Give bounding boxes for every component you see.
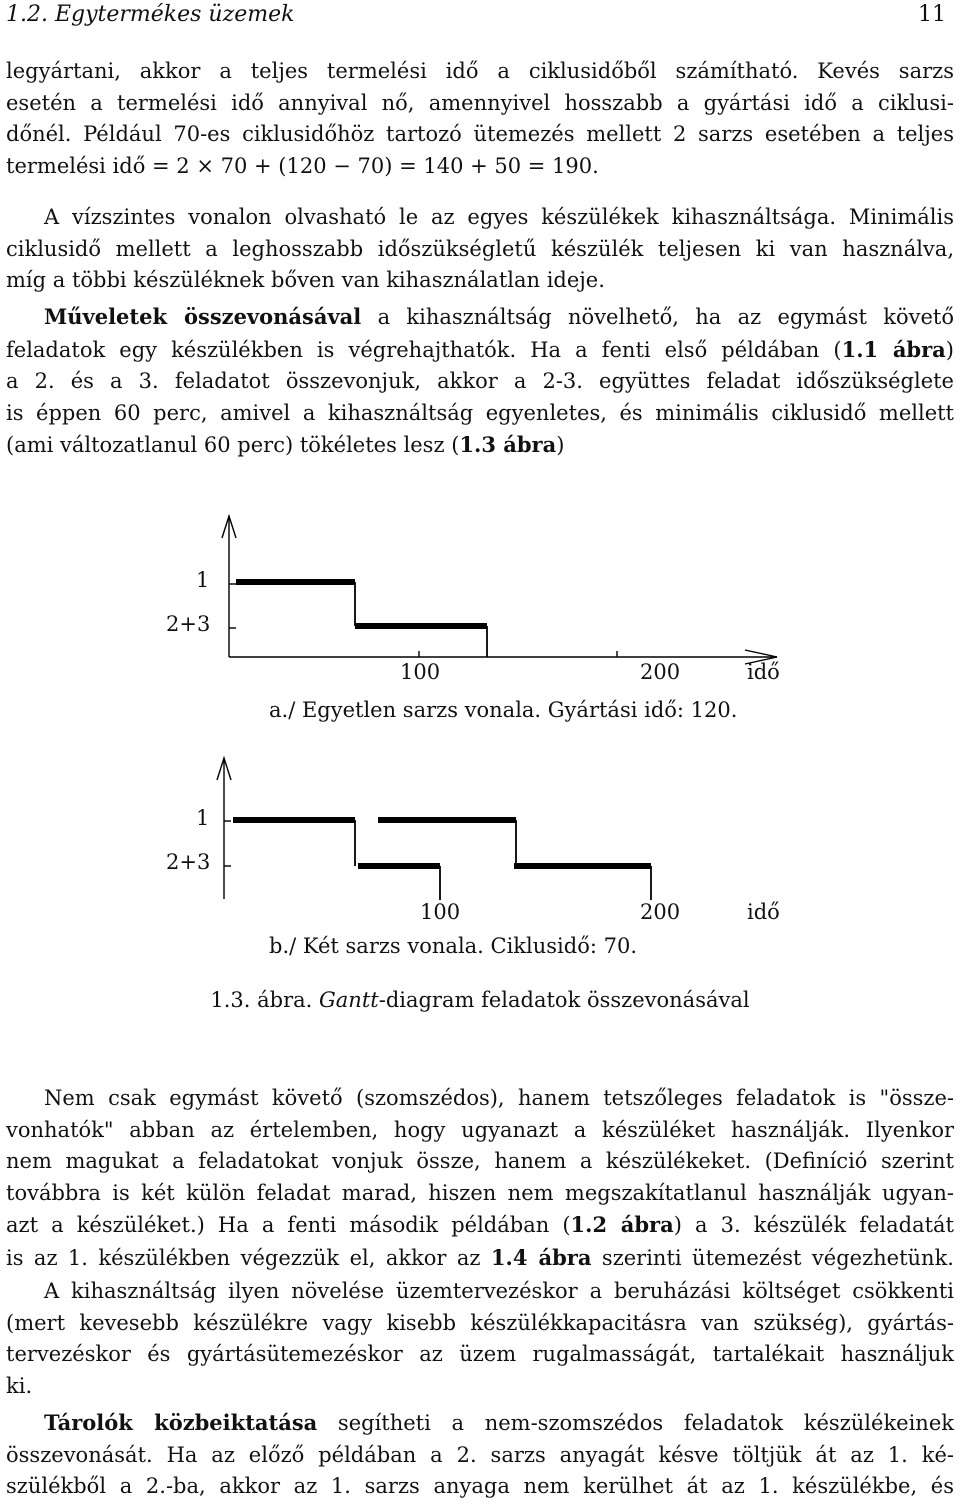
text-line: míg a többi készüléknek bőven van kihasználatlan ideje. — [6, 268, 605, 292]
page-number: 11 — [918, 2, 946, 27]
text-line: tervezéskor és gyártásütemezéskor az üzem rugalmasságát, tartalékait használjuk — [6, 1342, 954, 1366]
tick-label: 200 — [640, 660, 681, 684]
row-label: 1 — [196, 806, 210, 830]
subcaption-a: a./ Egyetlen sarzs vonala. Gyártási idő: 120. — [269, 698, 738, 722]
paragraph-5 — [6, 1276, 954, 1402]
figure-ref: 1.1 ábra — [841, 336, 946, 362]
text-line: összevonását. Ha az előző példában a 2. sarzs anyagát késve töltjük át az 1. ké- — [6, 1442, 954, 1467]
paragraph-6 — [6, 1407, 954, 1503]
tick-label: 200 — [640, 900, 681, 924]
bold-term: Tárolók közbeiktatása — [44, 1410, 318, 1435]
text-line: továbbra is két külön feladat marad, hiszen nem megszakítatlanul használják ugyan- — [6, 1180, 954, 1205]
text-line: a 2. és a 3. feladatot összevonjuk, akkor a 2-3. együttes feladat időszükséglete — [6, 369, 954, 393]
figure-ref: 1.4 ábra — [490, 1244, 592, 1270]
text-line: Műveletek összevonásával a kihasználtság növelhető, ha az egymást követő — [44, 304, 954, 329]
caption-italic: Gantt — [319, 988, 379, 1012]
tick-label: 100 — [400, 660, 441, 684]
text-line: termelési idő = 2 × 70 + (120 − 70) = 140 + 50 = 190. — [6, 153, 599, 178]
gantt-figure — [0, 500, 960, 970]
figure-caption: 1.3. ábra. Gantt-diagram feladatok összevonásával — [210, 988, 750, 1012]
paragraph-1 — [6, 56, 954, 182]
bold-term: Műveletek összevonásával — [44, 304, 362, 329]
text-line: Tárolók közbeiktatása segítheti a nem-szomszédos feladatok készülékeinek — [44, 1410, 954, 1435]
text-line: is az 1. készülékben végezzük el, akkor az 1.4 ábra szerinti ütemezést végezhetünk. — [6, 1244, 954, 1270]
text-line: dőnél. Például 70-es ciklusidőhöz tartozó ütemezés mellett 2 sarzs esetében a teljes — [6, 122, 954, 146]
text-line: A kihasználtság ilyen növelése üzemtervezéskor a beruházási költséget csökkenti — [44, 1279, 954, 1303]
text-line: azt a készüléket.) Ha a fenti második példában (1.2 ábra) a 3. készülék feladatát — [6, 1212, 954, 1237]
section-title: 1.2. Egytermékes üzemek — [6, 2, 295, 27]
subcaption-b: b./ Két sarzs vonala. Ciklusidő: 70. — [269, 934, 638, 958]
axis-label: idő — [747, 900, 780, 924]
text-line: Nem csak egymást követő (szomszédos), hanem tetszőleges feladatok is "össze- — [44, 1086, 954, 1110]
text-line: nem magukat a feladatokat vonjuk össze, hanem a készülékeket. (Definíció szerint — [6, 1149, 954, 1173]
text-line: feladatok egy készülékben is végrehajthatók. Ha a fenti első példában (1.1 ábra) — [6, 336, 954, 362]
text-line: ciklusidő mellett a leghosszabb időszükségletű készülék teljesen ki van használva, — [6, 236, 954, 261]
figure-ref: 1.3 ábra — [459, 432, 557, 457]
text-line: (mert kevesebb készülékre vagy kisebb készülékkapacitásra van szükség), gyártás- — [6, 1310, 954, 1335]
row-label: 2+3 — [166, 612, 211, 636]
text-line: esetén a termelési idő annyival nő, amennyivel hosszabb a gyártási idő a ciklusi- — [6, 90, 954, 115]
paragraph-4 — [6, 1083, 954, 1274]
running-header — [6, 2, 946, 28]
text-line: vonhatók" abban az értelemben, hogy ugyanazt a készüléket használják. Ilyenkor — [6, 1117, 954, 1142]
text-line: is éppen 60 perc, amivel a kihasználtság egyenletes, és minimális ciklusidő mellett — [6, 400, 954, 425]
figure-ref: 1.2 ábra — [570, 1212, 674, 1237]
text-line: legyártani, akkor a teljes termelési idő a ciklusidőből számítható. Kevés sarzs — [6, 59, 954, 83]
text-line: ki. — [6, 1373, 33, 1398]
row-label: 2+3 — [166, 850, 211, 874]
text-line: (ami változatlanul 60 perc) tökéletes lesz (1.3 ábra) — [6, 432, 565, 457]
text-line: A vízszintes vonalon olvasható le az egyes készülékek kihasználtsága. Minimális — [44, 205, 954, 229]
paragraph-3 — [6, 301, 954, 462]
axis-label: idő — [747, 660, 780, 684]
tick-label: 100 — [420, 900, 461, 924]
text-line: szülékből a 2.-ba, akkor az 1. sarzs anyaga nem kerülhet át az 1. készülékbe, és — [6, 1474, 954, 1498]
row-label: 1 — [196, 568, 210, 592]
paragraph-2 — [6, 202, 954, 297]
